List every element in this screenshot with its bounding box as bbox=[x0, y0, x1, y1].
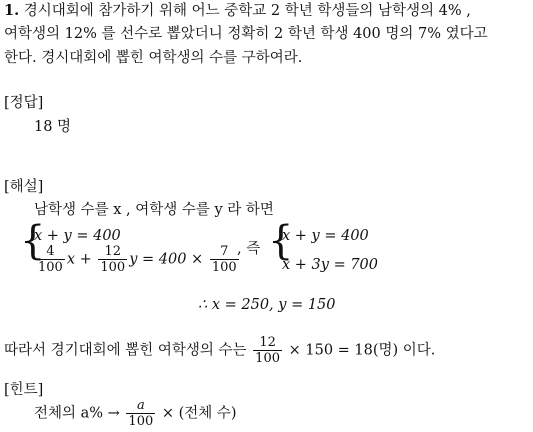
problem-line-3: 한다. 경시대회에 뽑힌 여학생의 수를 구하여라. bbox=[4, 50, 303, 66]
fraction-12-100: $\frac{12}{100}$ bbox=[100, 244, 126, 275]
left-brace-2: { bbox=[268, 218, 294, 264]
connector-text: , 즉 bbox=[237, 241, 261, 257]
fraction-a-100: $\frac{a}{100}$ bbox=[128, 398, 154, 429]
solution-header: [해설] bbox=[4, 179, 44, 195]
solution-conclusion: 따라서 경기대회에 뽑힌 여학생의 수는 $\frac{12}{100}$ × 150 = 18(명) 이다. bbox=[4, 335, 436, 366]
fraction-7-100: $\frac{7}{100}$ bbox=[211, 244, 237, 275]
hint-header: [힌트] bbox=[4, 382, 44, 398]
problem-number: 1. bbox=[4, 2, 20, 19]
problem-line-2: 여학생의 12% 를 선수로 뽑았더니 정확히 2 학년 학생 400 명의 7% 였다고 bbox=[4, 26, 488, 42]
solution-intro: 남학생 수를 x , 여학생 수를 y 라 하면 bbox=[34, 202, 274, 218]
problem-line-1 bbox=[4, 2, 471, 20]
system1-eq2: $\frac{4}{100}$ x + $\frac{12}{100}$ y = 400 × $\frac{7}{100}$ bbox=[38, 244, 237, 275]
fraction-4-100: $\frac{4}{100}$ bbox=[38, 244, 63, 275]
system2-eq1: x + y = 400 bbox=[282, 228, 369, 244]
hint-text: 전체의 a% → $\frac{a}{100}$ × (전체 수) bbox=[34, 398, 237, 429]
answer-value: 18 명 bbox=[34, 119, 72, 135]
system1-eq1: x + y = 400 bbox=[34, 228, 121, 244]
answer-header: [정답] bbox=[4, 95, 44, 111]
fraction-12-100-conclusion: $\frac{12}{100}$ bbox=[255, 335, 280, 366]
system2-eq2: x + 3y = 700 bbox=[282, 257, 379, 273]
solution-result: ∴ x = 250, y = 150 bbox=[198, 297, 336, 313]
problem-text-1: 경시대회에 참가하기 위해 어느 중학교 2 학년 학생들의 남학생의 4% , bbox=[23, 3, 471, 19]
left-brace-1: { bbox=[20, 218, 46, 264]
